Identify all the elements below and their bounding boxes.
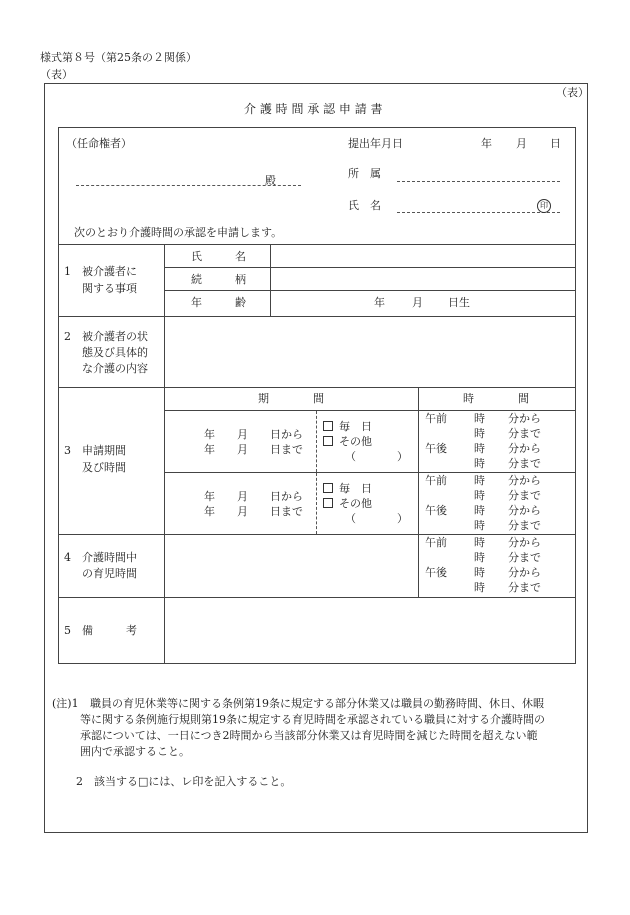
s3-dash-divider-2 [316,473,317,534]
form-title: 介 護 時 間 承 認 申 請 書 [244,102,383,116]
date-label: 提出年月日 [348,137,403,150]
honorific: 殿 [265,174,276,187]
s4-label-2: の育児時間 [82,567,137,580]
s3-t2-m4: 分まで [508,519,541,532]
date-year: 年 [481,137,492,150]
s4-label-1: 4 介護時間中 [64,551,137,564]
form-number: 様式第８号（第25条の２関係） [40,51,197,64]
s3-t2-m3: 分から [508,504,541,517]
s1-name-label: 氏 名 [191,250,246,263]
s1-birth-year: 年 [374,296,385,309]
s3-p2-other-option[interactable]: その他 [323,498,372,509]
name-field[interactable] [397,212,560,213]
s3-t2-h4: 時 [474,519,485,532]
divider-s3-mid [164,472,576,473]
s1-birth-day: 日生 [448,296,470,309]
divider-row1-top [58,244,576,245]
s2-label-2: 態及び具体的 [82,346,148,359]
s1-label-2: 関する事項 [82,282,137,295]
s3-t2-m1: 分から [508,474,541,487]
s1-relation-label: 続 柄 [191,273,246,286]
divider-s4-top [58,534,576,535]
checkbox-icon[interactable] [323,498,333,508]
divider-s5-top [58,597,576,598]
request-text: 次のとおり介護時間の承認を申請します。 [74,226,283,239]
s3-p1-from: 年 月 日から [204,428,303,441]
time-column-divider [418,387,419,597]
s2-label-3: な介護の内容 [82,362,148,375]
s4-h3: 時 [474,566,485,579]
checkbox-icon[interactable] [323,421,333,431]
date-month: 月 [516,137,527,150]
note1-line2: 等に関する条例施行規則第19条に規定する育児時間を承認されている職員に対する介護時間の [80,713,545,726]
s3-p1-paren-close: ） [397,450,408,463]
s3-t2-am: 午前 [425,474,447,487]
s3-t2-h2: 時 [474,489,485,502]
divider-s3-top [58,387,576,388]
s3-p2-everyday-option[interactable]: 毎 日 [323,483,372,494]
note2: 2 該当する□には、レ印を記入すること。 [76,775,292,788]
checkbox-icon[interactable] [323,436,333,446]
s3-t1-m2: 分まで [508,427,541,440]
checkbox-icon[interactable] [323,483,333,493]
s3-p2-paren-open: （ [345,512,356,525]
s3-t2-h3: 時 [474,504,485,517]
note1-line1: 職員の育児休業等に関する条例第19条に規定する部分休業又は職員の勤務時間、休日、休暇 [90,697,544,710]
corner-label: （表） [556,86,589,99]
s3-t1-h2: 時 [474,427,485,440]
s3-t1-m1: 分から [508,412,541,425]
note1-line3: 承認については、一日につき2時間から当該部分休業又は育児時間を減じた時間を超えない範 [80,729,538,742]
s3-p2-from: 年 月 日から [204,490,303,503]
s3-p2-to: 年 月 日まで [204,505,303,518]
s4-h2: 時 [474,551,485,564]
date-day: 日 [550,137,561,150]
s3-period-header: 期 間 [258,392,324,405]
s1-birth-month: 月 [412,296,423,309]
s3-t1-pm: 午後 [425,442,447,455]
s3-t1-am: 午前 [425,412,447,425]
affiliation-field[interactable] [397,181,560,182]
label-column-divider [164,244,165,664]
s4-h1: 時 [474,536,485,549]
s3-t1-h1: 時 [474,412,485,425]
s3-t2-pm: 午後 [425,504,447,517]
s5-label: 5 備 考 [64,624,137,637]
name-label: 氏 名 [348,199,381,212]
divider-s1-b [164,290,576,291]
s4-am: 午前 [425,536,447,549]
affiliation-label: 所 属 [348,167,381,180]
s3-t2-m2: 分まで [508,489,541,502]
s3-t1-h4: 時 [474,457,485,470]
s3-t1-m3: 分から [508,442,541,455]
s3-t2-h1: 時 [474,474,485,487]
s4-m1: 分から [508,536,541,549]
s4-m4: 分まで [508,581,541,594]
s3-time-header: 時 間 [463,392,529,405]
s3-p1-paren-open: （ [345,450,356,463]
s1-label-1: 1 被介護者に [64,265,137,278]
s3-label-2: 及び時間 [82,461,126,474]
s1-inner-divider [270,244,271,316]
s4-m3: 分から [508,566,541,579]
s3-dash-divider-1 [316,411,317,472]
divider-s1-a [164,267,576,268]
s2-label-1: 2 被介護者の状 [64,330,148,343]
s3-label-1: 3 申請期間 [64,444,126,457]
seal-mark: 印 [537,199,551,213]
note1-line4: 囲内で承認すること。 [80,745,190,758]
s4-m2: 分まで [508,551,541,564]
divider-s3-header [164,410,576,411]
divider-s2-top [58,316,576,317]
side-label: （表） [40,68,73,81]
notes-prefix: (注)1 [52,697,79,710]
s4-h4: 時 [474,581,485,594]
s3-p1-to: 年 月 日まで [204,443,303,456]
s3-t1-m4: 分まで [508,457,541,470]
s1-age-label: 年 齢 [191,296,246,309]
s3-p2-paren-close: ） [397,512,408,525]
appointer-label: （任命権者） [66,137,132,150]
s3-t1-h3: 時 [474,442,485,455]
s3-p1-other-option[interactable]: その他 [323,436,372,447]
s4-pm: 午後 [425,566,447,579]
s3-p1-everyday-option[interactable]: 毎 日 [323,421,372,432]
